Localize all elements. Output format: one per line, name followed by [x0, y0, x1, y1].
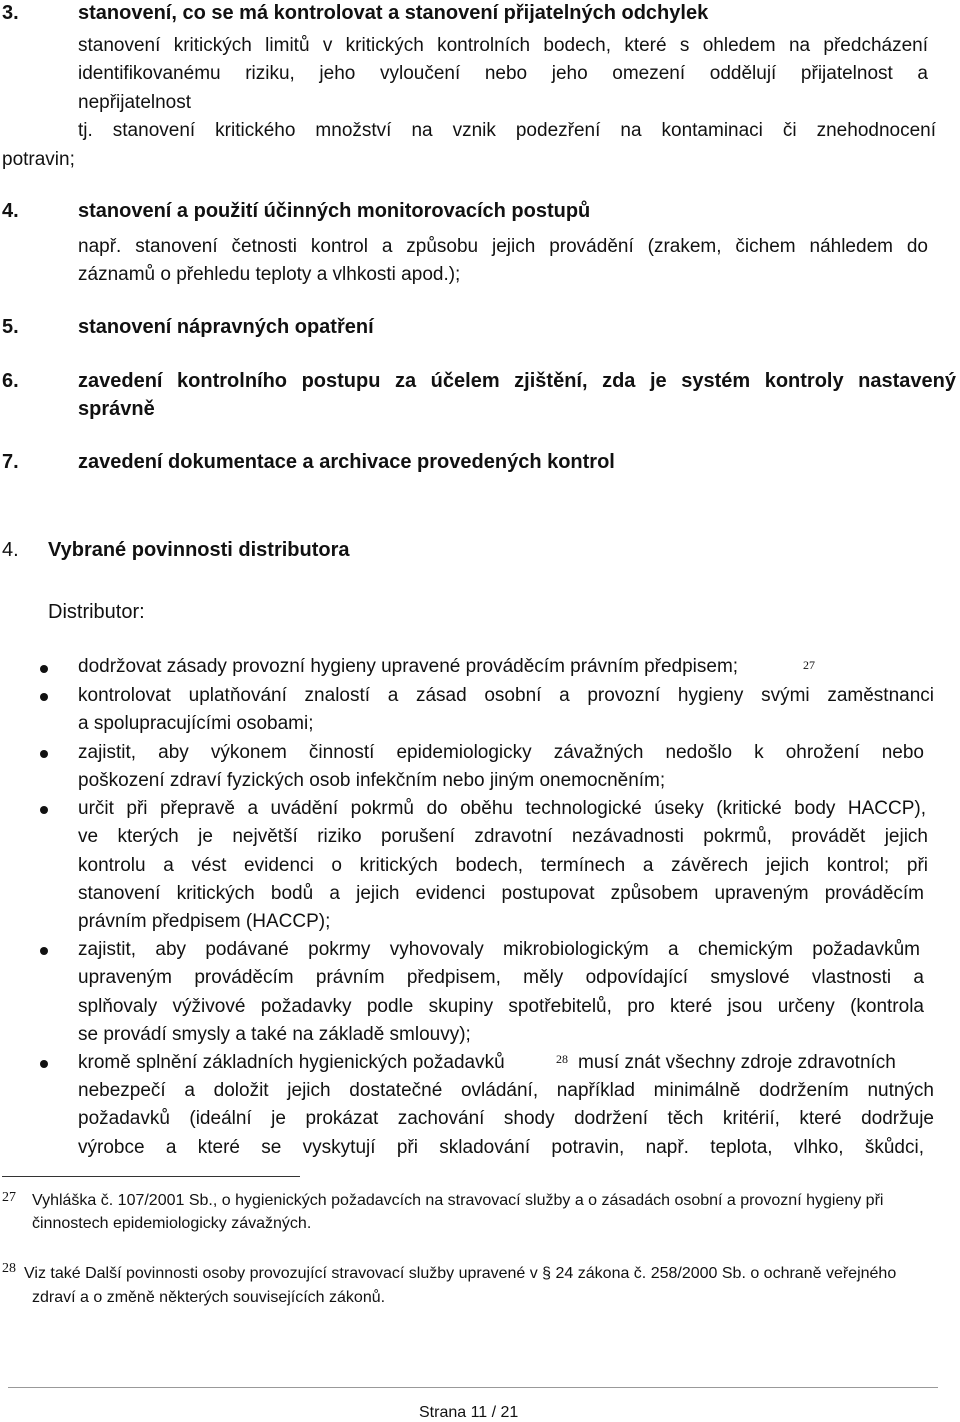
footnote-28-line-2: zdraví a o změně některých souvisejících zákonů.: [32, 1289, 386, 1306]
bullet-3-line-1: zajistit, aby výkonem činností epidemiologicky závažných nedošlo k ohrožení nebo: [78, 742, 924, 763]
chapter-title: Vybrané povinnosti distributora: [48, 539, 350, 561]
page-number: Strana 11 / 21: [419, 1404, 519, 1421]
chapter-subtitle: Distributor:: [48, 601, 145, 623]
bullet-2-line-1: kontrolovat uplatňování znalostí a zásad osobní a provozní hygieny svými zaměstnanci: [78, 685, 934, 706]
footnote-27-line-2: činnostech epidemiologicky závažných.: [32, 1215, 312, 1232]
chapter-number: 4.: [2, 539, 19, 561]
section-3-text-line-5: potravin;: [2, 149, 75, 170]
bullet-5-line-1: zajistit, aby podávané pokrmy vyhovovaly mikrobiologickým a chemickým požadavkům: [78, 939, 920, 960]
section-3-text-line-1: stanovení kritických limitů v kritických kontrolních bodech, které s ohledem na předcházení: [78, 35, 928, 56]
footnote-ref-28[interactable]: 28: [556, 1052, 568, 1066]
section-3-title: stanovení, co se má kontrolovat a stanovení přijatelných odchylek: [78, 2, 709, 24]
section-3-text-line-4: tj. stanovení kritického množství na vznik podezření na kontaminaci či znehodnocení: [78, 120, 936, 141]
section-4-text-line-2: záznamů o přehledu teploty a vlhkosti apod.);: [78, 264, 461, 285]
section-3-text-line-2: identifikovanému riziku, jeho vyloučení nebo jeho omezení oddělují přijatelnost a: [78, 63, 928, 84]
footnote-28-number: 28: [2, 1261, 16, 1276]
bullet-1-line-1: dodržovat zásady provozní hygieny upravené prováděcím právním předpisem;: [78, 656, 739, 677]
bullet-4-line-2: ve kterých je největší riziko porušení zdravotní nezávadnosti pokrmů, provádět jejich: [78, 826, 928, 847]
footnote-28-line-1: Viz také Další povinnosti osoby provozující stravovací služby upravené v § 24 zákona č. 258/2000 Sb. o ochraně veřejného: [24, 1265, 897, 1282]
bullet-6-line-1b: musí znát všechny zdroje zdravotních: [578, 1052, 896, 1073]
bullet-4-line-1: určit při přepravě a uvádění pokrmů do oběhu technologické úseky (kritické body HACCP),: [78, 798, 926, 819]
section-5-number: 5.: [2, 316, 19, 338]
bullet-6-line-2: nebezpečí a doložit jejich dostatečné ovládání, například minimálně dodržením nutných: [78, 1080, 934, 1101]
section-4-title: stanovení a použití účinných monitorovacích postupů: [78, 200, 591, 222]
bullet-5-line-3: splňovaly výživové požadavky podle skupiny spotřebitelů, pro které jsou určeny (kontrola: [78, 996, 924, 1017]
bullet-5-line-2: upraveným prováděcím právním předpisem, měly odpovídající smyslové vlastnosti a: [78, 967, 924, 988]
bullet-2-line-2: a spolupracujícími osobami;: [78, 713, 314, 734]
section-4-text-line-1: např. stanovení četnosti kontrol a způsobu jejich provádění (zrakem, čichem náhledem do: [78, 236, 928, 257]
section-4-number: 4.: [2, 200, 19, 222]
section-6-number: 6.: [2, 370, 19, 392]
section-7-title: zavedení dokumentace a archivace provedených kontrol: [78, 451, 615, 473]
bullet-3-line-2: poškození zdraví fyzických osob infekčním nebo jiným onemocněním;: [78, 770, 666, 791]
bullet-6-line-1a: kromě splnění základních hygienických požadavků: [78, 1052, 505, 1073]
bullet-dot: [40, 1060, 48, 1068]
section-6-title-line-1: zavedení kontrolního postupu za účelem zjištění, zda je systém kontroly nastavený: [78, 370, 956, 392]
section-5-title: stanovení nápravných opatření: [78, 316, 374, 338]
bullet-4-line-3: kontrolu a vést evidenci o kritických bodech, termínech a závěrech jejich kontrol; při: [78, 855, 928, 876]
bullet-6-line-4: výrobce a které se vyskytují při skladování potravin, např. teplota, vlhko, škůdci,: [78, 1137, 924, 1158]
section-3-text-line-3: nepřijatelnost: [78, 92, 192, 113]
bullet-4-line-5: právním předpisem (HACCP);: [78, 911, 331, 932]
footer-divider: [8, 1387, 938, 1388]
section-6-title-line-2: správně: [78, 398, 155, 420]
footnote-separator: [2, 1176, 300, 1177]
section-7-number: 7.: [2, 451, 19, 473]
bullet-dot: [40, 665, 48, 673]
bullet-dot: [40, 806, 48, 814]
bullet-6-line-3: požadavků (ideální je prokázat zachování shody dodržení těch kritérií, které dodržuje: [78, 1108, 934, 1129]
bullet-dot: [40, 947, 48, 955]
section-3-number: 3.: [2, 2, 19, 24]
footnote-27-line-1: Vyhláška č. 107/2001 Sb., o hygienických požadavcích na stravovací služby a o zásadách osobní a provozní hygieny při: [32, 1192, 884, 1209]
footnote-27-number: 27: [2, 1190, 16, 1205]
bullet-4-line-4: stanovení kritických bodů a jejich evidenci postupovat způsobem upraveným prováděcím: [78, 883, 924, 904]
footnote-ref-27[interactable]: 27: [803, 658, 815, 672]
bullet-dot: [40, 750, 48, 758]
bullet-5-line-4: se provádí smysly a také na základě smlouvy);: [78, 1024, 471, 1045]
bullet-dot: [40, 693, 48, 701]
